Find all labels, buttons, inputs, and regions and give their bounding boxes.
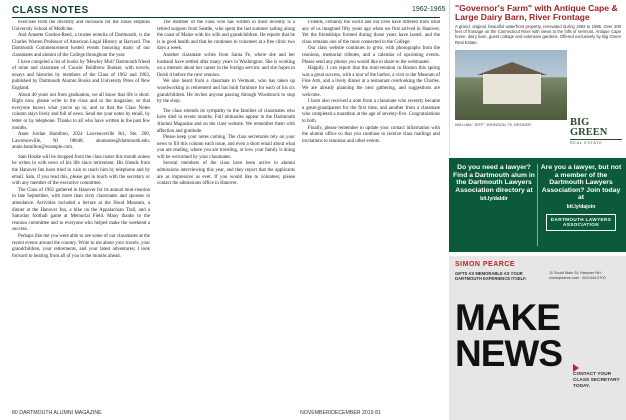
logo-name: BIG GREEN xyxy=(570,117,608,138)
text-column-2 xyxy=(157,20,295,405)
ad2-left-heading: Do you need a lawyer? Find a Dartmouth alum in the Dartmouth Lawyers Association directory at xyxy=(453,164,535,194)
ad3-call-to-action: CONTACT YOUR CLASS SECRETARY TODAY. xyxy=(573,372,620,389)
paragraph: Happily, I can report that the mini-reunion in Boston this spring was a great success, with a tour of the harbor, a visit to the Museum of Fine Arts, and a lively dinner at a restaurant overlooking the Charles. We are already planning the next gathering, and suggestions are welcome. xyxy=(302,66,440,98)
paragraph: The member of the class who has written in most recently is a retired surgeon from Seattle, who spent the last summer sailing along the coast of Maine with his wife and grandchildren. He reports that he is in good health and that he continues to volunteer at a free clinic two days a week. xyxy=(157,20,295,52)
section-title: CLASS NOTES xyxy=(12,5,89,16)
ad3-address: 11 South Main St, Hanover NH · simonpearce.com · 603.643.0700 xyxy=(549,271,606,280)
page-footer-left: 80 DARTMOUTH ALUMNI MAGAZINE xyxy=(12,410,102,416)
big-green-logo xyxy=(570,118,622,148)
ad2-left-panel xyxy=(453,164,535,202)
dla-logo: DARTMOUTH LAWYERS ASSOCIATION xyxy=(546,214,616,231)
paragraph: exercises from the diversity and inclusion for the Jonas Hopkins University School of Medicine. xyxy=(12,20,150,32)
page-footer-right: NOVEMBER/DECEMBER 2019 81 xyxy=(300,410,381,416)
join-link[interactable]: bit.ly/dajoin xyxy=(566,203,596,210)
paragraph: Sam Hooke will be dropped from the class roster this month unless he writes in with news of his life since retirement. His friends from the Hanover Inn have tried in vain to reach him by telephone and by email. Sam, if you read this, please get in touch with the secretary or with any member of the executive committee. xyxy=(12,154,150,187)
ad-body: A grand, original, beautiful waterfront property, renovated during 1992 to 1995. Over 200 feet of frontage on the Connecticut River with views to the hills of Vermont. Antique Cape home, dairy barn, guest cottage and extensive gardens. Offered exclusively by Big Green Real Estate. xyxy=(455,24,621,45)
text-column-3 xyxy=(302,20,440,405)
paragraph: Several members of the class have been active in alumni admissions interviewing this year, and they report that the applicants are as impressive as ever. If you would like to volunteer, please contact the admissions office in Hanover. xyxy=(157,161,295,187)
paragraph: I have compiled a list of books by 'Mewley Mull' Dartmouth friend of mine and classmate of 'Cousin' Boldbrew Bunker, with novels, essays and histories by members of the Class of 1962 and 1963, published by Dartmouth Alumni Books and University Press of New England. xyxy=(12,59,150,91)
text-column-1 xyxy=(12,20,150,405)
paragraph: About 40 years out from graduation, we all know that life is short. Right now, please write to the class and to the magazine, so that everyone knows what you're up to, and so that the Class Notes column stays lively and full of news. Send me your notes by email, by letter or by telephone. Thanks to all who have written in the past few months. xyxy=(12,92,150,131)
ad2-divider xyxy=(537,164,538,246)
paragraph: The Class of 1962 gathered in Hanover for its annual mini-reunion in late September, with more than sixty classmates and spouses in attendance. Activities included a lecture at the Hood Museum, a dinner at the Hanover Inn, a hike on the Appalachian Trail, and a Saturday football game at Memorial Field. Many thanks to the reunion committee and to everyone who helped make the weekend a success. xyxy=(12,187,150,233)
logo-subtitle: REAL ESTATE xyxy=(570,141,603,145)
ad-sidebar xyxy=(449,0,626,420)
logo-rule xyxy=(570,139,622,140)
make-news-headline: MAKE NEWS xyxy=(455,297,562,374)
paragraph: Another classmate writes from Santa Fe, where she and her husband have settled after many years in Washington. She is working on a memoir about her career in the foreign service, and she hopes to finish it before the next reunion. xyxy=(157,52,295,78)
ad3-tagline: GIFTS AS MEMORABLE AS YOUR DARTMOUTH EXPERIENCE ITSELF. xyxy=(455,271,527,282)
paragraph: Anne Jordan Hamilton, 2024 Lawrenceville Rd., Ste. 200, Lawrenceville, NJ 08648; alumnotes@dartmouth.edu; annie.hamilton@example.com. xyxy=(12,132,150,151)
farm-house-photo xyxy=(455,50,567,120)
simon-pearce-logo: SIMON PEARCE xyxy=(455,261,516,268)
paragraph: And Annette Gordon-Reed, a trustee emerita of Dartmouth, is the Charles Warren Professor of American Legal History at Harvard. The Dartmouth Commencement hosted events honoring many of our classmates and alumni of the College throughout the year. xyxy=(12,33,150,58)
class-years: 1962-1965 xyxy=(412,6,446,13)
paragraph: Friends, certainly the world and our lives have differed from what any of us imagined fifty years ago when we first arrived in Hanover. Yet the friendships formed during those years have lasted, and the class remains one of the most connected in the College. xyxy=(302,20,440,45)
paragraph: The class extends its sympathy to the families of classmates who have died in recent months. Full obituaries appear in the Dartmouth Alumni Magazine and on the class website. We remember them with affection and gratitude. xyxy=(157,108,295,134)
paragraph: Please keep your notes coming. The class secretaries rely on your news to fill this column each issue, and even a short email about what you are reading, where you are traveling, or how your family is doing will be welcomed by your classmates. xyxy=(157,135,295,160)
paragraph: Finally, please remember to update your contact information with the alumni office so that you continue to receive class mailings and invitations to reunions and other events. xyxy=(302,125,440,144)
paragraph: Perhaps like me you were able to see some of our classmates at the recent events around the country. Write to me about your travels, your grandchildren, your retirements, and your latest adventures; I look forward to hearing from all of you in the months ahead. xyxy=(12,234,150,259)
lawyers-association-ad[interactable] xyxy=(449,158,626,252)
paragraph: I have also received a note from a classmate who recently became a great-grandparent for the first time, and another from a classmate who completed a marathon at the age of seventy-five. Congratulations to both. xyxy=(302,99,440,124)
paragraph: We also heard from a classmate in Vermont, who has taken up woodworking in retirement and has built furniture for each of his six grandchildren. He invites anyone passing through Woodstock to stop by the shop. xyxy=(157,79,295,105)
house-shape xyxy=(483,74,541,104)
paragraph: Our class website continues to grow, with photographs from the reunions, memorial tributes, and a calendar of upcoming events. Please send any photos you would like to share to the webmaster. xyxy=(302,46,440,65)
arrow-icon xyxy=(573,364,579,372)
ad2-right-panel xyxy=(540,164,622,231)
broker-caption: WILLIAM "JEFF" JOHNSON '70, BROKER xyxy=(455,122,532,127)
ad-headline: "Governor's Farm" with Antique Cape & Large Dairy Barn, River Frontage xyxy=(455,3,618,22)
make-news-ad[interactable] xyxy=(449,256,626,420)
directory-link[interactable]: bit.ly/daldir xyxy=(480,196,508,203)
header-divider xyxy=(12,17,440,18)
ad2-right-heading: Are you a lawyer, but not a member of the Dartmouth Lawyers Association? Join today at xyxy=(540,164,622,202)
real-estate-ad[interactable] xyxy=(449,0,626,156)
